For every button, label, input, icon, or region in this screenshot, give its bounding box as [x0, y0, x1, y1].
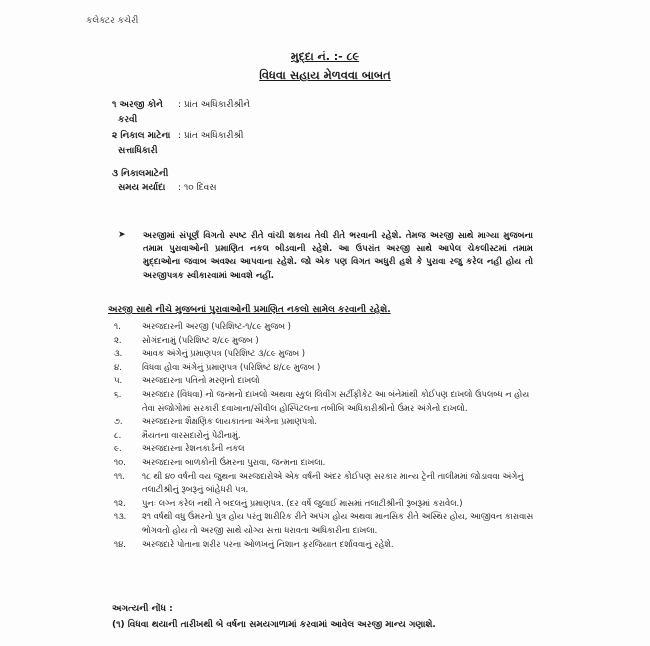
info-label-3b: સમય મર્યાદા [118, 183, 166, 193]
info-label-2b: સત્તાધિકારી [118, 146, 158, 156]
subject-number: મુદ્દા નં. :- ૮૯ [290, 50, 360, 63]
subject-title: વિધવા સહાય મેળવવા બાબત [259, 68, 391, 82]
list-item: ૧૪. અરજદારે પોતાના શરીર પરના ઓળખનું નિશાન ફરજિયાત દર્શાવવાનું રહેશે. [114, 538, 394, 549]
notes-title: અગત્યની નોંધ : [112, 604, 173, 614]
info-value-1-text: : પ્રાંત અધિકારીશ્રીને [178, 100, 251, 110]
list-item: ૧૧. ૧૮ થી ૪૦ વર્ષની વય જુથના અરજદારોએ એક વર્ષની અંદર કોઈપણ સરકાર માન્ય ટ્રેની તાલીમમાં જોડાવવા અંગેનું તલાટીશ્રીનું રૂબરૂનું બાંહેધરી પત્ર. [114, 470, 524, 495]
list-item: ૫. અરજદારના પતિનો મરણનો દાખલો [114, 375, 260, 386]
list-item: ૬. અરજદાર (વિધવા) નો જન્મનો દાખલો અથવા સ્કુલ લિવીંગ સર્ટીફીકેટ આ બંનેમાંથી કોઈપણ દાખલો ઉપલબ્ધ ન હોય તેવા સંજોગોમાં સરકારી દવાખાના/સીવીલ હોસ્પિટલના તબીબિ અધિકારીશ્રીનો ઉંમર અંગેનો દાખલો. [114, 388, 530, 413]
list-item: ૧૦. અરજદારના બાળકોની ઉંમરના પુરાવા, જન્મના દાખલા. [114, 456, 326, 467]
list-item: ૧૩. ૨૧ વર્ષથી વધુ ઉંમરનો પુત્ર હોય પરંતુ શારીરિક રીતે અપંગ હોય અથવા માનસિક રીતે અસ્થિર હોય, આજીવન કારાવાસ ભોગવતો હોય તો અરજી સાથે યોગ્ય સત્તા ધરાવતા અધિકારીના દાખલા. [114, 511, 534, 535]
info-value-2 [178, 131, 243, 141]
documents-heading: અરજી સાથે નીચે મુજબનાં પુરાવાઓની પ્રમાણિત નકલો સામેલ કરવાની રહેશે. [108, 305, 391, 315]
info-value-1 [178, 100, 250, 110]
list-item: ૩. આવક અંગેનું પ્રમાણપત્ર (પરિશિષ્ટ ૩/૮૯ મુજબ ) [114, 348, 306, 359]
info-value-2-text: : પ્રાંત અધિકારીશ્રી [178, 131, 244, 141]
list-item: ૧. અરજદારની અરજી (પરિશિષ્ટ-૧/૮૯ મુજબ ) [114, 321, 291, 331]
office-name: કલેક્ટર કચેરી [86, 16, 139, 26]
list-item: ૯. અરજદારના રેશનકાર્ડની નકલ [114, 443, 245, 454]
list-item: ૭. અરજદારના શૈક્ષણિક લાયકાતના અંગેના પ્રમાણપત્રો. [114, 416, 318, 427]
list-item: ૧૨. પુનઃ લગ્ન કરેલ નથી તે બદલનું પ્રમાણપત્ર. (દર વર્ષે જુલાઈ માસમાં તલાટીશ્રીની રૂબરૂમાં કરાવેલ.) [114, 497, 463, 508]
info-label-1b: કરવી [118, 115, 138, 125]
instruction-paragraph: અરજીમાં સંપૂર્ણ વિગતો સ્પષ્ટ રીતે વાંચી શકાય તેવી રીતે ભરવાની રહેશે. તેમજ અરજી સાથે માગ્યા મુજબના તમામ પુરાવાઓની પ્રમાણિત નકલ બીડવાની રહેશે. આ ઉપરાંત અરજી સાથે આપેલ ચેકલીસ્ટમાં તમામ મુદ્દાઓના જવાબ અવશ્ય આપવાના રહેશે. જો એક પણ વિગત અધુરી હશે કે પુરાવા રજુ કરેલ નહી હોય તો અરજીપત્રક સ્વીકારવામાં આવશે નહીં. [143, 231, 533, 281]
arrow-bullet-icon: ➤ [118, 230, 126, 240]
info-value-3-text: : ૧૦ દિવસ [178, 183, 217, 193]
info-label-1: ૧ અરજી કોને [112, 100, 163, 110]
documents-list [114, 320, 544, 551]
list-item: ૮. મૈયતના વારસદારોનું પેઢીનામું. [114, 429, 241, 440]
info-label-3: ૩ નિકાલમાટેની [112, 169, 169, 179]
info-label-2: ૨ નિકાલ માટેના [112, 131, 171, 141]
list-item: ૪. વિધવા હોવા અંગેનું પ્રમાણપત્ર (પરિશિષ્ટ ૪/૮૯ મુજબ ) [114, 361, 321, 372]
note-first: (૧) વિધવા થયાની તારીખથી બે વર્ષના સમયગાળામાં કરવામાં આવેલ અરજી માન્ય ગણાશે. [112, 620, 436, 630]
info-value-3 [178, 183, 217, 193]
list-item: ૨. સોગંદનામું (પરિશિષ્ટ ૨/૮૯ મુજબ ) [114, 334, 259, 345]
